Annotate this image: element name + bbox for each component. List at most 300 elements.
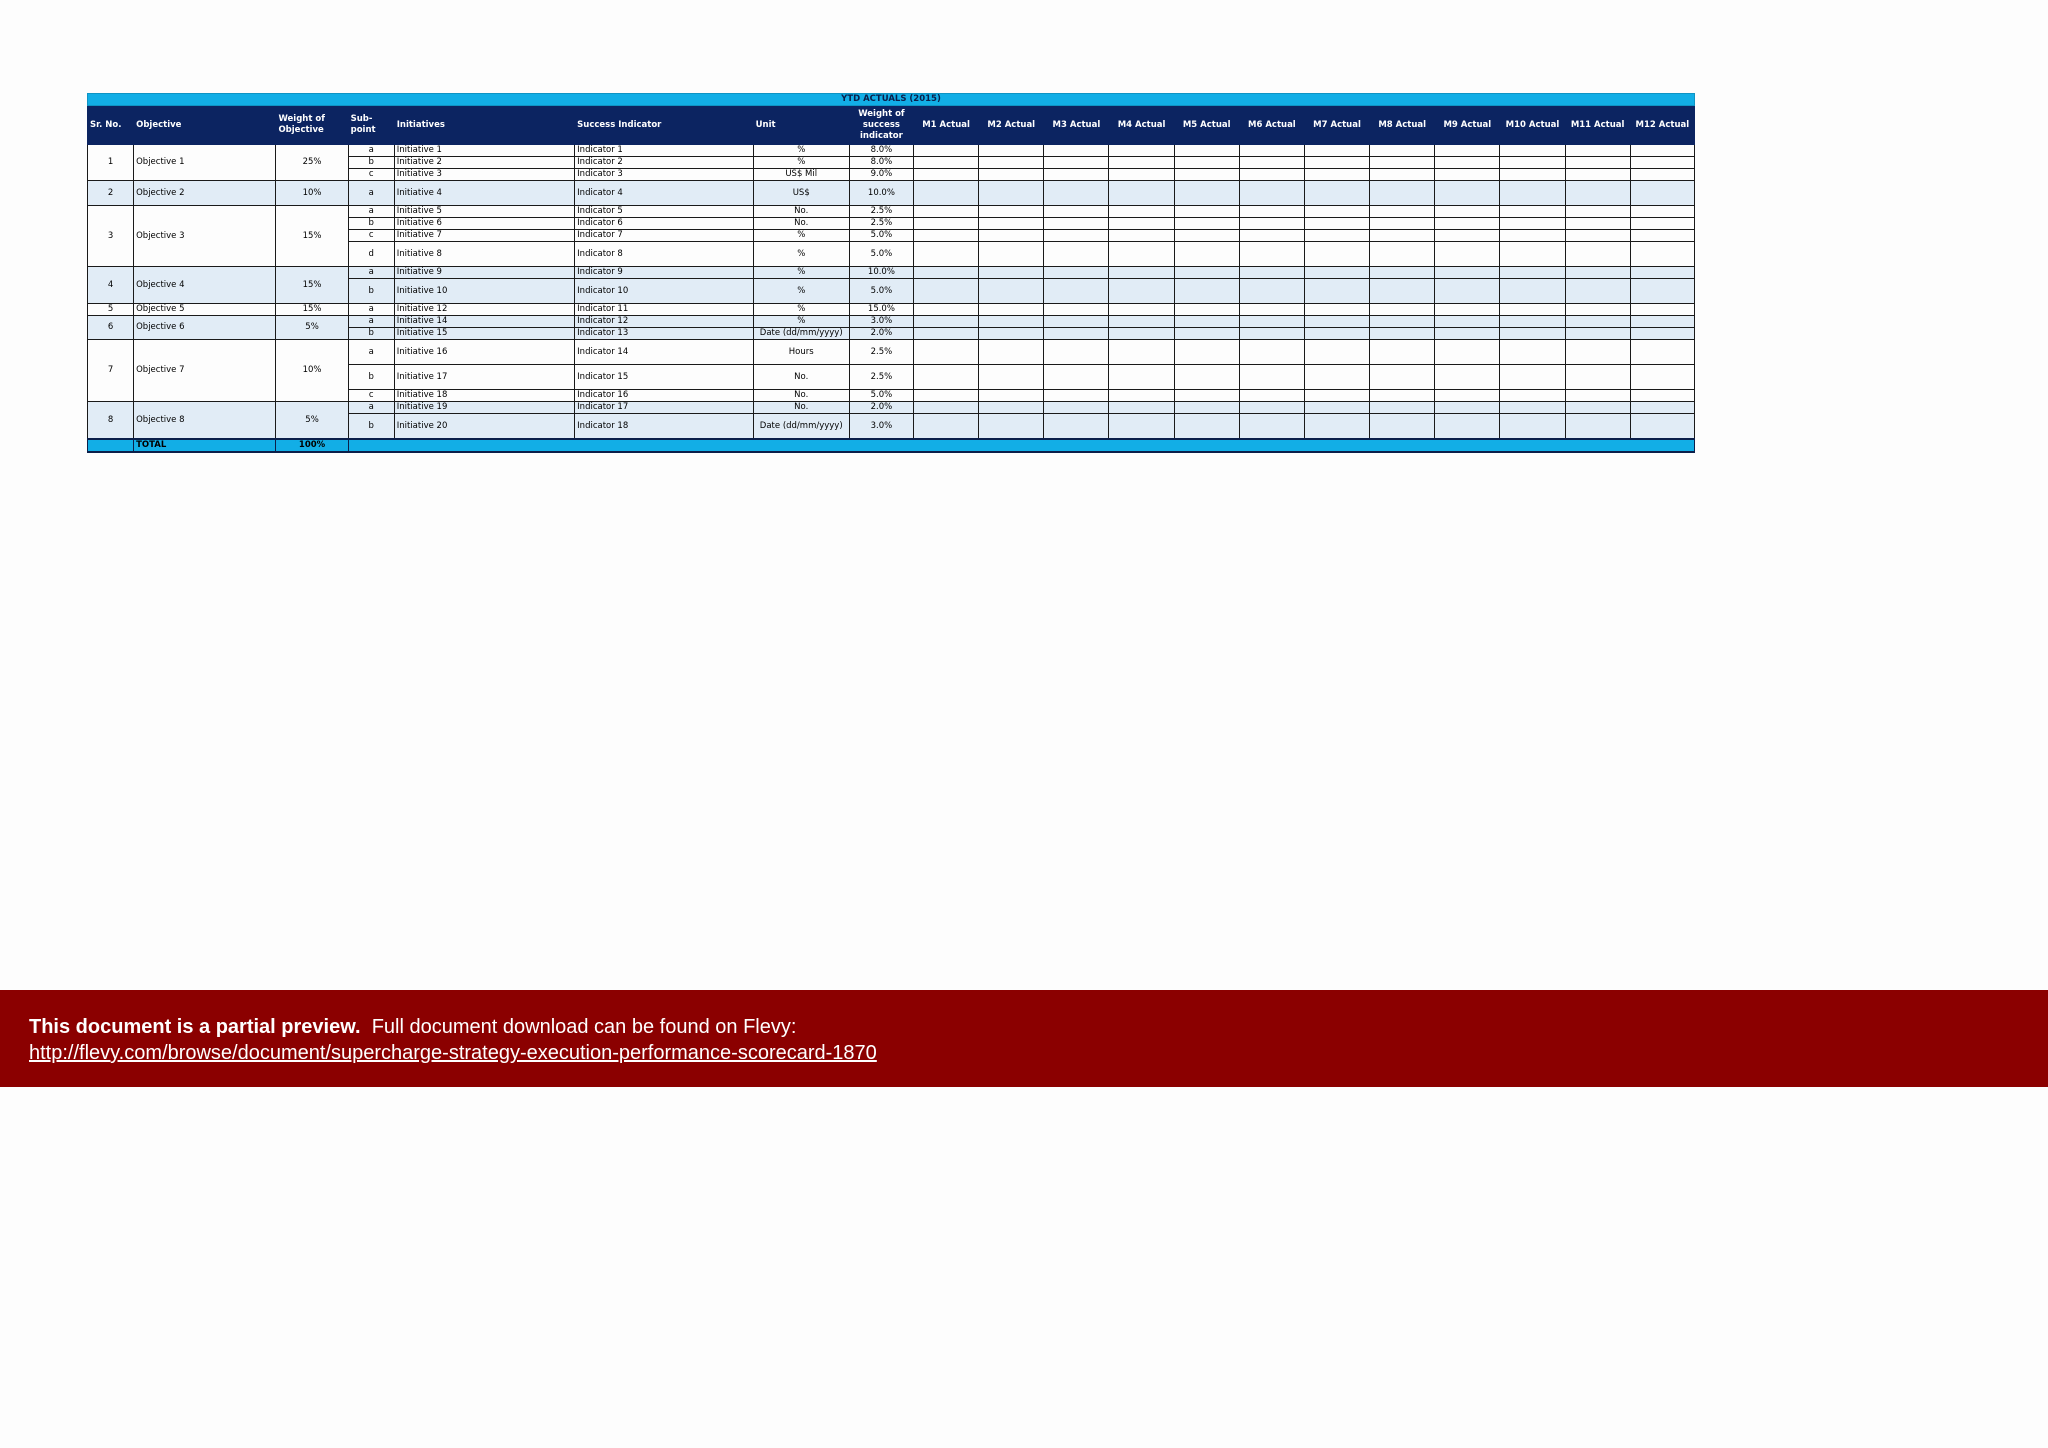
month-actual-cell[interactable] [1565, 157, 1630, 169]
month-actual-cell[interactable] [1239, 414, 1304, 440]
month-actual-cell[interactable] [1174, 365, 1239, 390]
month-actual-cell[interactable] [1239, 267, 1304, 279]
month-actual-cell[interactable] [1370, 279, 1435, 304]
month-actual-cell[interactable] [1044, 279, 1109, 304]
month-actual-cell[interactable] [1435, 145, 1500, 157]
column-header: M10 Actual [1500, 106, 1565, 145]
month-actual-cell[interactable] [979, 230, 1044, 242]
month-actual-cell[interactable] [1565, 206, 1630, 218]
month-actual-cell[interactable] [914, 169, 979, 181]
month-actual-cell[interactable] [1435, 279, 1500, 304]
month-actual-cell[interactable] [1435, 218, 1500, 230]
month-actual-cell[interactable] [1565, 242, 1630, 267]
column-header: Unit [753, 106, 849, 145]
month-actual-cell[interactable] [1109, 279, 1174, 304]
month-actual-cell[interactable] [1370, 304, 1435, 316]
month-actual-cell[interactable] [1630, 230, 1694, 242]
month-actual-cell[interactable] [979, 414, 1044, 440]
month-actual-cell[interactable] [979, 206, 1044, 218]
month-actual-cell[interactable] [1565, 340, 1630, 365]
month-actual-cell[interactable] [979, 402, 1044, 414]
objective-weight-cell: 15% [276, 304, 348, 316]
month-actual-cell[interactable] [1239, 304, 1304, 316]
column-header: Success Indicator [575, 106, 753, 145]
month-actual-cell[interactable] [1174, 169, 1239, 181]
month-actual-cell[interactable] [1500, 230, 1565, 242]
month-actual-cell[interactable] [914, 316, 979, 328]
month-actual-cell[interactable] [914, 242, 979, 267]
indicator-cell: Indicator 1 [575, 145, 753, 157]
month-actual-cell[interactable] [1435, 402, 1500, 414]
month-actual-cell[interactable] [1630, 181, 1694, 206]
month-actual-cell[interactable] [1500, 145, 1565, 157]
month-actual-cell[interactable] [1044, 304, 1109, 316]
month-actual-cell[interactable] [914, 230, 979, 242]
month-actual-cell[interactable] [1370, 145, 1435, 157]
month-actual-cell[interactable] [1304, 340, 1369, 365]
month-actual-cell[interactable] [979, 328, 1044, 340]
month-actual-cell[interactable] [1239, 402, 1304, 414]
column-header: M8 Actual [1370, 106, 1435, 145]
month-actual-cell[interactable] [979, 365, 1044, 390]
month-actual-cell[interactable] [979, 304, 1044, 316]
month-actual-cell[interactable] [1500, 316, 1565, 328]
indicator-cell: Indicator 2 [575, 157, 753, 169]
sub-point-cell: d [348, 242, 394, 267]
month-actual-cell[interactable] [1565, 230, 1630, 242]
month-actual-cell[interactable] [1044, 230, 1109, 242]
sr-no-cell: 6 [88, 316, 134, 340]
indicator-cell: Indicator 10 [575, 279, 753, 304]
month-actual-cell[interactable] [914, 206, 979, 218]
month-actual-cell[interactable] [1630, 328, 1694, 340]
month-actual-cell[interactable] [1239, 145, 1304, 157]
month-actual-cell[interactable] [1304, 169, 1369, 181]
initiative-cell: Initiative 14 [394, 316, 574, 328]
month-actual-cell[interactable] [1239, 242, 1304, 267]
month-actual-cell[interactable] [1044, 267, 1109, 279]
indicator-cell: Indicator 17 [575, 402, 753, 414]
month-actual-cell[interactable] [1174, 304, 1239, 316]
month-actual-cell[interactable] [1044, 242, 1109, 267]
month-actual-cell[interactable] [1565, 316, 1630, 328]
column-header: Sub-point [348, 106, 394, 145]
month-actual-cell[interactable] [1174, 328, 1239, 340]
initiative-cell: Initiative 7 [394, 230, 574, 242]
sub-point-cell: b [348, 279, 394, 304]
month-actual-cell[interactable] [1304, 145, 1369, 157]
month-actual-cell[interactable] [1109, 267, 1174, 279]
month-actual-cell[interactable] [1109, 402, 1174, 414]
month-actual-cell[interactable] [1109, 145, 1174, 157]
month-actual-cell[interactable] [1500, 206, 1565, 218]
month-actual-cell[interactable] [1630, 267, 1694, 279]
month-actual-cell[interactable] [1044, 206, 1109, 218]
column-header: Weight of success indicator [849, 106, 913, 145]
preview-text: Full document download can be found on Flevy: [371, 1016, 797, 1038]
month-actual-cell[interactable] [1044, 402, 1109, 414]
month-actual-cell[interactable] [1239, 218, 1304, 230]
month-actual-cell[interactable] [1239, 279, 1304, 304]
unit-cell: No. [753, 402, 849, 414]
month-actual-cell[interactable] [1630, 304, 1694, 316]
month-actual-cell[interactable] [1109, 218, 1174, 230]
month-actual-cell[interactable] [1174, 218, 1239, 230]
month-actual-cell[interactable] [914, 414, 979, 440]
month-actual-cell[interactable] [1109, 340, 1174, 365]
indicator-weight-cell: 5.0% [849, 390, 913, 402]
month-actual-cell[interactable] [1109, 206, 1174, 218]
month-actual-cell[interactable] [1435, 206, 1500, 218]
month-actual-cell[interactable] [979, 157, 1044, 169]
scorecard-table [87, 93, 1695, 453]
month-actual-cell[interactable] [1304, 316, 1369, 328]
month-actual-cell[interactable] [1044, 328, 1109, 340]
column-header: Objective [134, 106, 276, 145]
month-actual-cell[interactable] [1630, 242, 1694, 267]
objective-weight-cell: 5% [276, 402, 348, 440]
month-actual-cell[interactable] [1304, 267, 1369, 279]
sub-point-cell: c [348, 230, 394, 242]
month-actual-cell[interactable] [1109, 181, 1174, 206]
month-actual-cell[interactable] [1500, 402, 1565, 414]
objective-cell: Objective 5 [134, 304, 276, 316]
column-header: M6 Actual [1239, 106, 1304, 145]
initiative-cell: Initiative 4 [394, 181, 574, 206]
month-actual-cell[interactable] [979, 169, 1044, 181]
month-actual-cell[interactable] [1500, 328, 1565, 340]
unit-cell: % [753, 230, 849, 242]
indicator-weight-cell: 2.0% [849, 402, 913, 414]
month-actual-cell[interactable] [979, 218, 1044, 230]
month-actual-cell[interactable] [1174, 402, 1239, 414]
month-actual-cell[interactable] [1370, 328, 1435, 340]
month-actual-cell[interactable] [1044, 145, 1109, 157]
month-actual-cell[interactable] [914, 267, 979, 279]
indicator-weight-cell: 2.5% [849, 218, 913, 230]
month-actual-cell[interactable] [1500, 218, 1565, 230]
month-actual-cell[interactable] [1304, 218, 1369, 230]
month-actual-cell[interactable] [1239, 206, 1304, 218]
month-actual-cell[interactable] [1370, 365, 1435, 390]
month-actual-cell[interactable] [1109, 316, 1174, 328]
month-actual-cell[interactable] [1370, 340, 1435, 365]
month-actual-cell[interactable] [1109, 304, 1174, 316]
month-actual-cell[interactable] [979, 340, 1044, 365]
indicator-weight-cell: 8.0% [849, 145, 913, 157]
month-actual-cell[interactable] [979, 145, 1044, 157]
column-header: M9 Actual [1435, 106, 1500, 145]
indicator-weight-cell: 5.0% [849, 242, 913, 267]
month-actual-cell[interactable] [1565, 279, 1630, 304]
month-actual-cell[interactable] [979, 390, 1044, 402]
month-actual-cell[interactable] [1239, 230, 1304, 242]
month-actual-cell[interactable] [1500, 304, 1565, 316]
month-actual-cell[interactable] [1630, 279, 1694, 304]
month-actual-cell[interactable] [1109, 390, 1174, 402]
month-actual-cell[interactable] [1044, 340, 1109, 365]
indicator-cell: Indicator 7 [575, 230, 753, 242]
month-actual-cell[interactable] [1370, 169, 1435, 181]
month-actual-cell[interactable] [1370, 402, 1435, 414]
unit-cell: Date (dd/mm/yyyy) [753, 414, 849, 440]
month-actual-cell[interactable] [979, 181, 1044, 206]
sub-point-cell: a [348, 340, 394, 365]
month-actual-cell[interactable] [1109, 414, 1174, 440]
month-actual-cell[interactable] [1435, 365, 1500, 390]
month-actual-cell[interactable] [1565, 267, 1630, 279]
month-actual-cell[interactable] [1304, 304, 1369, 316]
month-actual-cell[interactable] [1500, 279, 1565, 304]
indicator-weight-cell: 2.5% [849, 340, 913, 365]
month-actual-cell[interactable] [914, 218, 979, 230]
month-actual-cell[interactable] [1174, 340, 1239, 365]
total-label: TOTAL [134, 439, 276, 452]
month-actual-cell[interactable] [1109, 328, 1174, 340]
month-actual-cell[interactable] [1565, 390, 1630, 402]
month-actual-cell[interactable] [1174, 279, 1239, 304]
month-actual-cell[interactable] [979, 316, 1044, 328]
month-actual-cell[interactable] [1500, 390, 1565, 402]
month-actual-cell[interactable] [1174, 206, 1239, 218]
month-actual-cell[interactable] [1500, 414, 1565, 440]
month-actual-cell[interactable] [1630, 316, 1694, 328]
month-actual-cell[interactable] [1630, 390, 1694, 402]
month-actual-cell[interactable] [914, 145, 979, 157]
unit-cell: US$ [753, 181, 849, 206]
objective-cell: Objective 2 [134, 181, 276, 206]
indicator-cell: Indicator 14 [575, 340, 753, 365]
month-actual-cell[interactable] [1435, 242, 1500, 267]
month-actual-cell[interactable] [1565, 402, 1630, 414]
total-row [88, 439, 1695, 452]
month-actual-cell[interactable] [979, 267, 1044, 279]
month-actual-cell[interactable] [1304, 242, 1369, 267]
month-actual-cell[interactable] [914, 340, 979, 365]
objective-cell: Objective 3 [134, 206, 276, 267]
month-actual-cell[interactable] [1044, 169, 1109, 181]
month-actual-cell[interactable] [914, 181, 979, 206]
month-actual-cell[interactable] [979, 242, 1044, 267]
month-actual-cell[interactable] [1174, 242, 1239, 267]
month-actual-cell[interactable] [1565, 218, 1630, 230]
month-actual-cell[interactable] [1174, 181, 1239, 206]
month-actual-cell[interactable] [914, 402, 979, 414]
month-actual-cell[interactable] [1304, 230, 1369, 242]
sub-point-cell: a [348, 316, 394, 328]
initiative-cell: Initiative 17 [394, 365, 574, 390]
sub-point-cell: b [348, 365, 394, 390]
unit-cell: No. [753, 218, 849, 230]
month-actual-cell[interactable] [1174, 316, 1239, 328]
objective-cell: Objective 6 [134, 316, 276, 340]
column-header: Weight of Objective [276, 106, 348, 145]
table-row [88, 145, 1695, 157]
month-actual-cell[interactable] [1370, 267, 1435, 279]
table-row [88, 402, 1695, 414]
month-actual-cell[interactable] [914, 304, 979, 316]
month-actual-cell[interactable] [1370, 414, 1435, 440]
month-actual-cell[interactable] [1109, 157, 1174, 169]
month-actual-cell[interactable] [1370, 206, 1435, 218]
month-actual-cell[interactable] [1630, 169, 1694, 181]
month-actual-cell[interactable] [1239, 365, 1304, 390]
indicator-weight-cell: 8.0% [849, 157, 913, 169]
month-actual-cell[interactable] [1500, 169, 1565, 181]
month-actual-cell[interactable] [1630, 365, 1694, 390]
sub-point-cell: b [348, 218, 394, 230]
indicator-cell: Indicator 12 [575, 316, 753, 328]
month-actual-cell[interactable] [1500, 181, 1565, 206]
unit-cell: Date (dd/mm/yyyy) [753, 328, 849, 340]
month-actual-cell[interactable] [979, 279, 1044, 304]
month-actual-cell[interactable] [1174, 157, 1239, 169]
unit-cell: % [753, 145, 849, 157]
month-actual-cell[interactable] [914, 390, 979, 402]
month-actual-cell[interactable] [1435, 169, 1500, 181]
month-actual-cell[interactable] [1500, 267, 1565, 279]
month-actual-cell[interactable] [1239, 340, 1304, 365]
indicator-cell: Indicator 6 [575, 218, 753, 230]
table-row [88, 181, 1695, 206]
indicator-cell: Indicator 3 [575, 169, 753, 181]
month-actual-cell[interactable] [1435, 230, 1500, 242]
indicator-cell: Indicator 13 [575, 328, 753, 340]
month-actual-cell[interactable] [1565, 181, 1630, 206]
month-actual-cell[interactable] [1044, 218, 1109, 230]
month-actual-cell[interactable] [1304, 157, 1369, 169]
month-actual-cell[interactable] [1435, 414, 1500, 440]
initiative-cell: Initiative 2 [394, 157, 574, 169]
month-actual-cell[interactable] [1370, 316, 1435, 328]
month-actual-cell[interactable] [914, 328, 979, 340]
month-actual-cell[interactable] [1109, 230, 1174, 242]
month-actual-cell[interactable] [1304, 390, 1369, 402]
indicator-cell: Indicator 9 [575, 267, 753, 279]
initiative-cell: Initiative 20 [394, 414, 574, 440]
month-actual-cell[interactable] [1174, 230, 1239, 242]
month-actual-cell[interactable] [1500, 340, 1565, 365]
month-actual-cell[interactable] [1435, 304, 1500, 316]
month-actual-cell[interactable] [1304, 365, 1369, 390]
month-actual-cell[interactable] [1370, 157, 1435, 169]
indicator-cell: Indicator 15 [575, 365, 753, 390]
month-actual-cell[interactable] [1109, 242, 1174, 267]
month-actual-cell[interactable] [1370, 390, 1435, 402]
month-actual-cell[interactable] [1239, 316, 1304, 328]
month-actual-cell[interactable] [1174, 390, 1239, 402]
month-actual-cell[interactable] [1630, 402, 1694, 414]
column-header: M3 Actual [1044, 106, 1109, 145]
month-actual-cell[interactable] [1044, 390, 1109, 402]
month-actual-cell[interactable] [914, 157, 979, 169]
month-actual-cell[interactable] [1239, 390, 1304, 402]
month-actual-cell[interactable] [1174, 145, 1239, 157]
month-actual-cell[interactable] [1630, 340, 1694, 365]
month-actual-cell[interactable] [1304, 414, 1369, 440]
month-actual-cell[interactable] [1239, 169, 1304, 181]
month-actual-cell[interactable] [1044, 181, 1109, 206]
sr-no-cell: 5 [88, 304, 134, 316]
month-actual-cell[interactable] [1239, 328, 1304, 340]
initiative-cell: Initiative 3 [394, 169, 574, 181]
indicator-weight-cell: 2.0% [849, 328, 913, 340]
objective-weight-cell: 10% [276, 181, 348, 206]
unit-cell: No. [753, 365, 849, 390]
sr-no-cell: 8 [88, 402, 134, 440]
month-actual-cell[interactable] [1565, 414, 1630, 440]
month-actual-cell[interactable] [1370, 181, 1435, 206]
month-actual-cell[interactable] [1109, 365, 1174, 390]
month-actual-cell[interactable] [1565, 145, 1630, 157]
indicator-weight-cell: 3.0% [849, 414, 913, 440]
month-actual-cell[interactable] [1630, 218, 1694, 230]
month-actual-cell[interactable] [1044, 365, 1109, 390]
month-actual-cell[interactable] [1435, 328, 1500, 340]
month-actual-cell[interactable] [1500, 242, 1565, 267]
month-actual-cell[interactable] [1500, 157, 1565, 169]
initiative-cell: Initiative 6 [394, 218, 574, 230]
month-actual-cell[interactable] [1174, 267, 1239, 279]
month-actual-cell[interactable] [1044, 414, 1109, 440]
month-actual-cell[interactable] [1435, 316, 1500, 328]
objective-weight-cell: 25% [276, 145, 348, 181]
month-actual-cell[interactable] [1044, 157, 1109, 169]
sub-point-cell: b [348, 328, 394, 340]
month-actual-cell[interactable] [1304, 206, 1369, 218]
month-actual-cell[interactable] [1565, 328, 1630, 340]
month-actual-cell[interactable] [1304, 402, 1369, 414]
month-actual-cell[interactable] [1565, 169, 1630, 181]
month-actual-cell[interactable] [1630, 206, 1694, 218]
column-header: M7 Actual [1304, 106, 1369, 145]
month-actual-cell[interactable] [1370, 230, 1435, 242]
month-actual-cell[interactable] [1370, 242, 1435, 267]
table-row [88, 206, 1695, 218]
month-actual-cell[interactable] [1304, 279, 1369, 304]
month-actual-cell[interactable] [1435, 340, 1500, 365]
header-row [88, 106, 1695, 145]
sub-point-cell: c [348, 169, 394, 181]
month-actual-cell[interactable] [1239, 157, 1304, 169]
sr-no-cell: 1 [88, 145, 134, 181]
month-actual-cell[interactable] [1304, 328, 1369, 340]
sub-point-cell: c [348, 390, 394, 402]
month-actual-cell[interactable] [1630, 414, 1694, 440]
month-actual-cell[interactable] [1565, 304, 1630, 316]
month-actual-cell[interactable] [1435, 181, 1500, 206]
month-actual-cell[interactable] [1630, 145, 1694, 157]
month-actual-cell[interactable] [1370, 218, 1435, 230]
indicator-cell: Indicator 18 [575, 414, 753, 440]
month-actual-cell[interactable] [1109, 169, 1174, 181]
month-actual-cell[interactable] [1304, 181, 1369, 206]
month-actual-cell[interactable] [1500, 365, 1565, 390]
month-actual-cell[interactable] [1435, 267, 1500, 279]
sub-point-cell: a [348, 304, 394, 316]
month-actual-cell[interactable] [914, 365, 979, 390]
month-actual-cell[interactable] [1630, 157, 1694, 169]
month-actual-cell[interactable] [1239, 181, 1304, 206]
indicator-cell: Indicator 4 [575, 181, 753, 206]
document-link[interactable]: http://flevy.com/browse/document/supercharge-strategy-execution-performance-scorecard-1870 [29, 1042, 877, 1064]
month-actual-cell[interactable] [1565, 365, 1630, 390]
month-actual-cell[interactable] [914, 279, 979, 304]
month-actual-cell[interactable] [1435, 157, 1500, 169]
month-actual-cell[interactable] [1435, 390, 1500, 402]
month-actual-cell[interactable] [1174, 414, 1239, 440]
month-actual-cell[interactable] [1044, 316, 1109, 328]
